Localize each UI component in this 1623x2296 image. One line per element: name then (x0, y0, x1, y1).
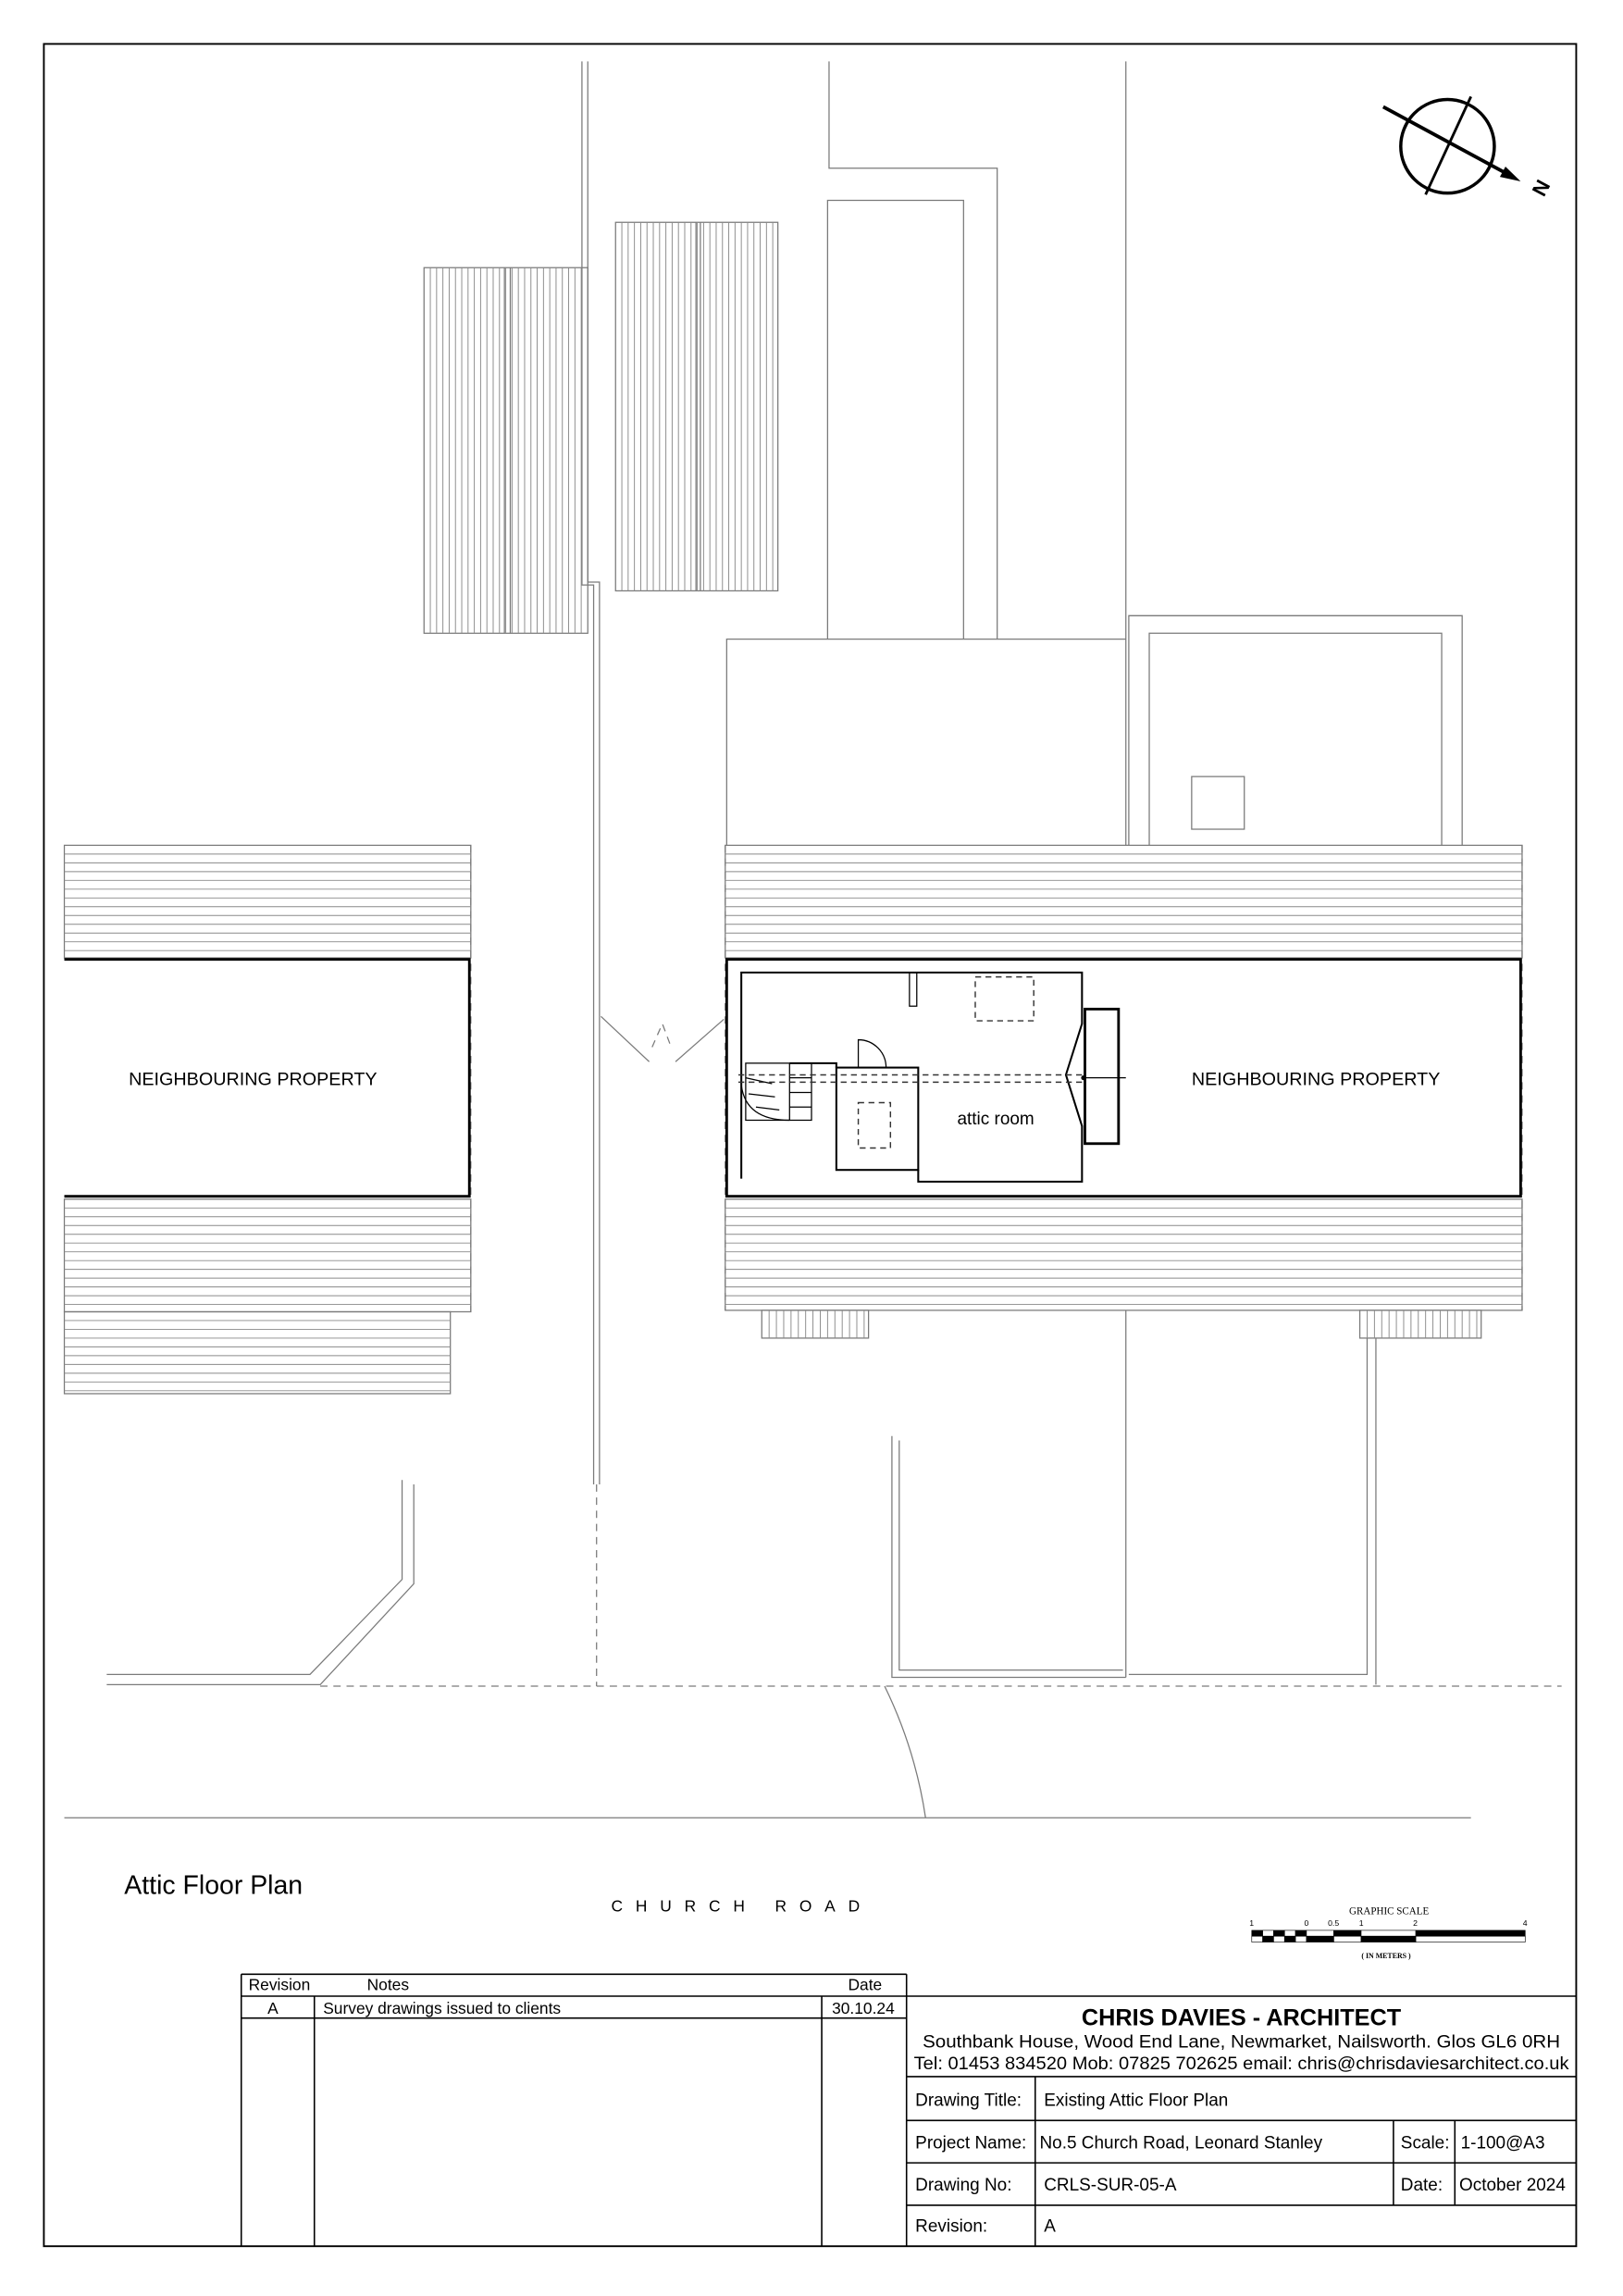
scale-tick-label: 0.5 (1328, 1918, 1340, 1929)
scale-tick-label: 0 (1304, 1918, 1309, 1929)
revision-header: Revision (248, 1975, 311, 1994)
scale-segment (1252, 1930, 1263, 1936)
scale-tick-label: 1 (1249, 1918, 1255, 1929)
graphic-scale-unit: ( IN METERS ) (1361, 1951, 1411, 1960)
scale-segment (1361, 1936, 1416, 1942)
revision-value: A (1044, 2216, 1056, 2237)
drawing-title-value: Existing Attic Floor Plan (1044, 2091, 1229, 2111)
scale-tick-label: 4 (1522, 1918, 1528, 1929)
scale-segment (1295, 1936, 1307, 1942)
date-label: Date: (1400, 2176, 1443, 2196)
scale-segment (1273, 1930, 1284, 1936)
revision-row-id: A (267, 1998, 279, 2017)
date-value: October 2024 (1459, 2176, 1566, 2196)
scale-segment (1416, 1930, 1525, 1936)
scale-bar (1252, 1930, 1525, 1942)
company-address: Southbank House, Wood End Lane, Newmarket, Nailsworth. Glos GL6 0RH (923, 2032, 1561, 2053)
revision-row-date: 30.10.24 (832, 1998, 895, 2017)
scale-tick-label: 1 (1358, 1918, 1364, 1929)
company-contact: Tel: 01453 834520 Mob: 07825 702625 email: chris@chrisdaviesarchitect.co.uk (913, 2054, 1570, 2075)
neighbour-right-label: NEIGHBOURING PROPERTY (1191, 1069, 1441, 1090)
scale-segment (1333, 1936, 1361, 1942)
north-label: N (1527, 176, 1555, 201)
road-name: CHURCH ROAD (611, 1896, 861, 1916)
drawing-no-value: CRLS-SUR-05-A (1044, 2176, 1177, 2196)
revision-row-notes: Survey drawings issued to clients (323, 1998, 562, 2017)
plan-title: Attic Floor Plan (124, 1870, 304, 1901)
scale-label: Scale: (1400, 2133, 1450, 2153)
company-name: CHRIS DAVIES - ARCHITECT (1081, 2004, 1402, 2031)
scale-segment (1361, 1930, 1416, 1936)
scale-segment (1295, 1930, 1307, 1936)
scale-segment (1416, 1936, 1525, 1942)
ridge-marker (1081, 1075, 1085, 1080)
scale-segment (1263, 1930, 1274, 1936)
scale-value: 1-100@A3 (1460, 2133, 1545, 2153)
date-header: Date (848, 1975, 883, 1994)
drawing-no-label: Drawing No: (915, 2176, 1012, 2196)
neighbour-left-label: NEIGHBOURING PROPERTY (129, 1069, 378, 1090)
project-name-value: No.5 Church Road, Leonard Stanley (1039, 2133, 1323, 2153)
scale-segment (1284, 1930, 1295, 1936)
scale-segment (1252, 1936, 1263, 1942)
scale-segment (1273, 1936, 1284, 1942)
revision-label: Revision: (915, 2216, 988, 2237)
scale-segment (1333, 1930, 1361, 1936)
graphic-scale-title: GRAPHIC SCALE (1349, 1905, 1430, 1917)
scale-segment (1307, 1930, 1334, 1936)
attic-room-label: attic room (957, 1110, 1035, 1130)
project-name-label: Project Name: (915, 2133, 1027, 2153)
scale-segment (1307, 1936, 1334, 1942)
scale-segment (1263, 1936, 1274, 1942)
drawing-title-label: Drawing Title: (915, 2091, 1022, 2111)
notes-header: Notes (366, 1975, 410, 1994)
scale-tick-label: 2 (1413, 1918, 1419, 1929)
scale-segment (1284, 1936, 1295, 1942)
